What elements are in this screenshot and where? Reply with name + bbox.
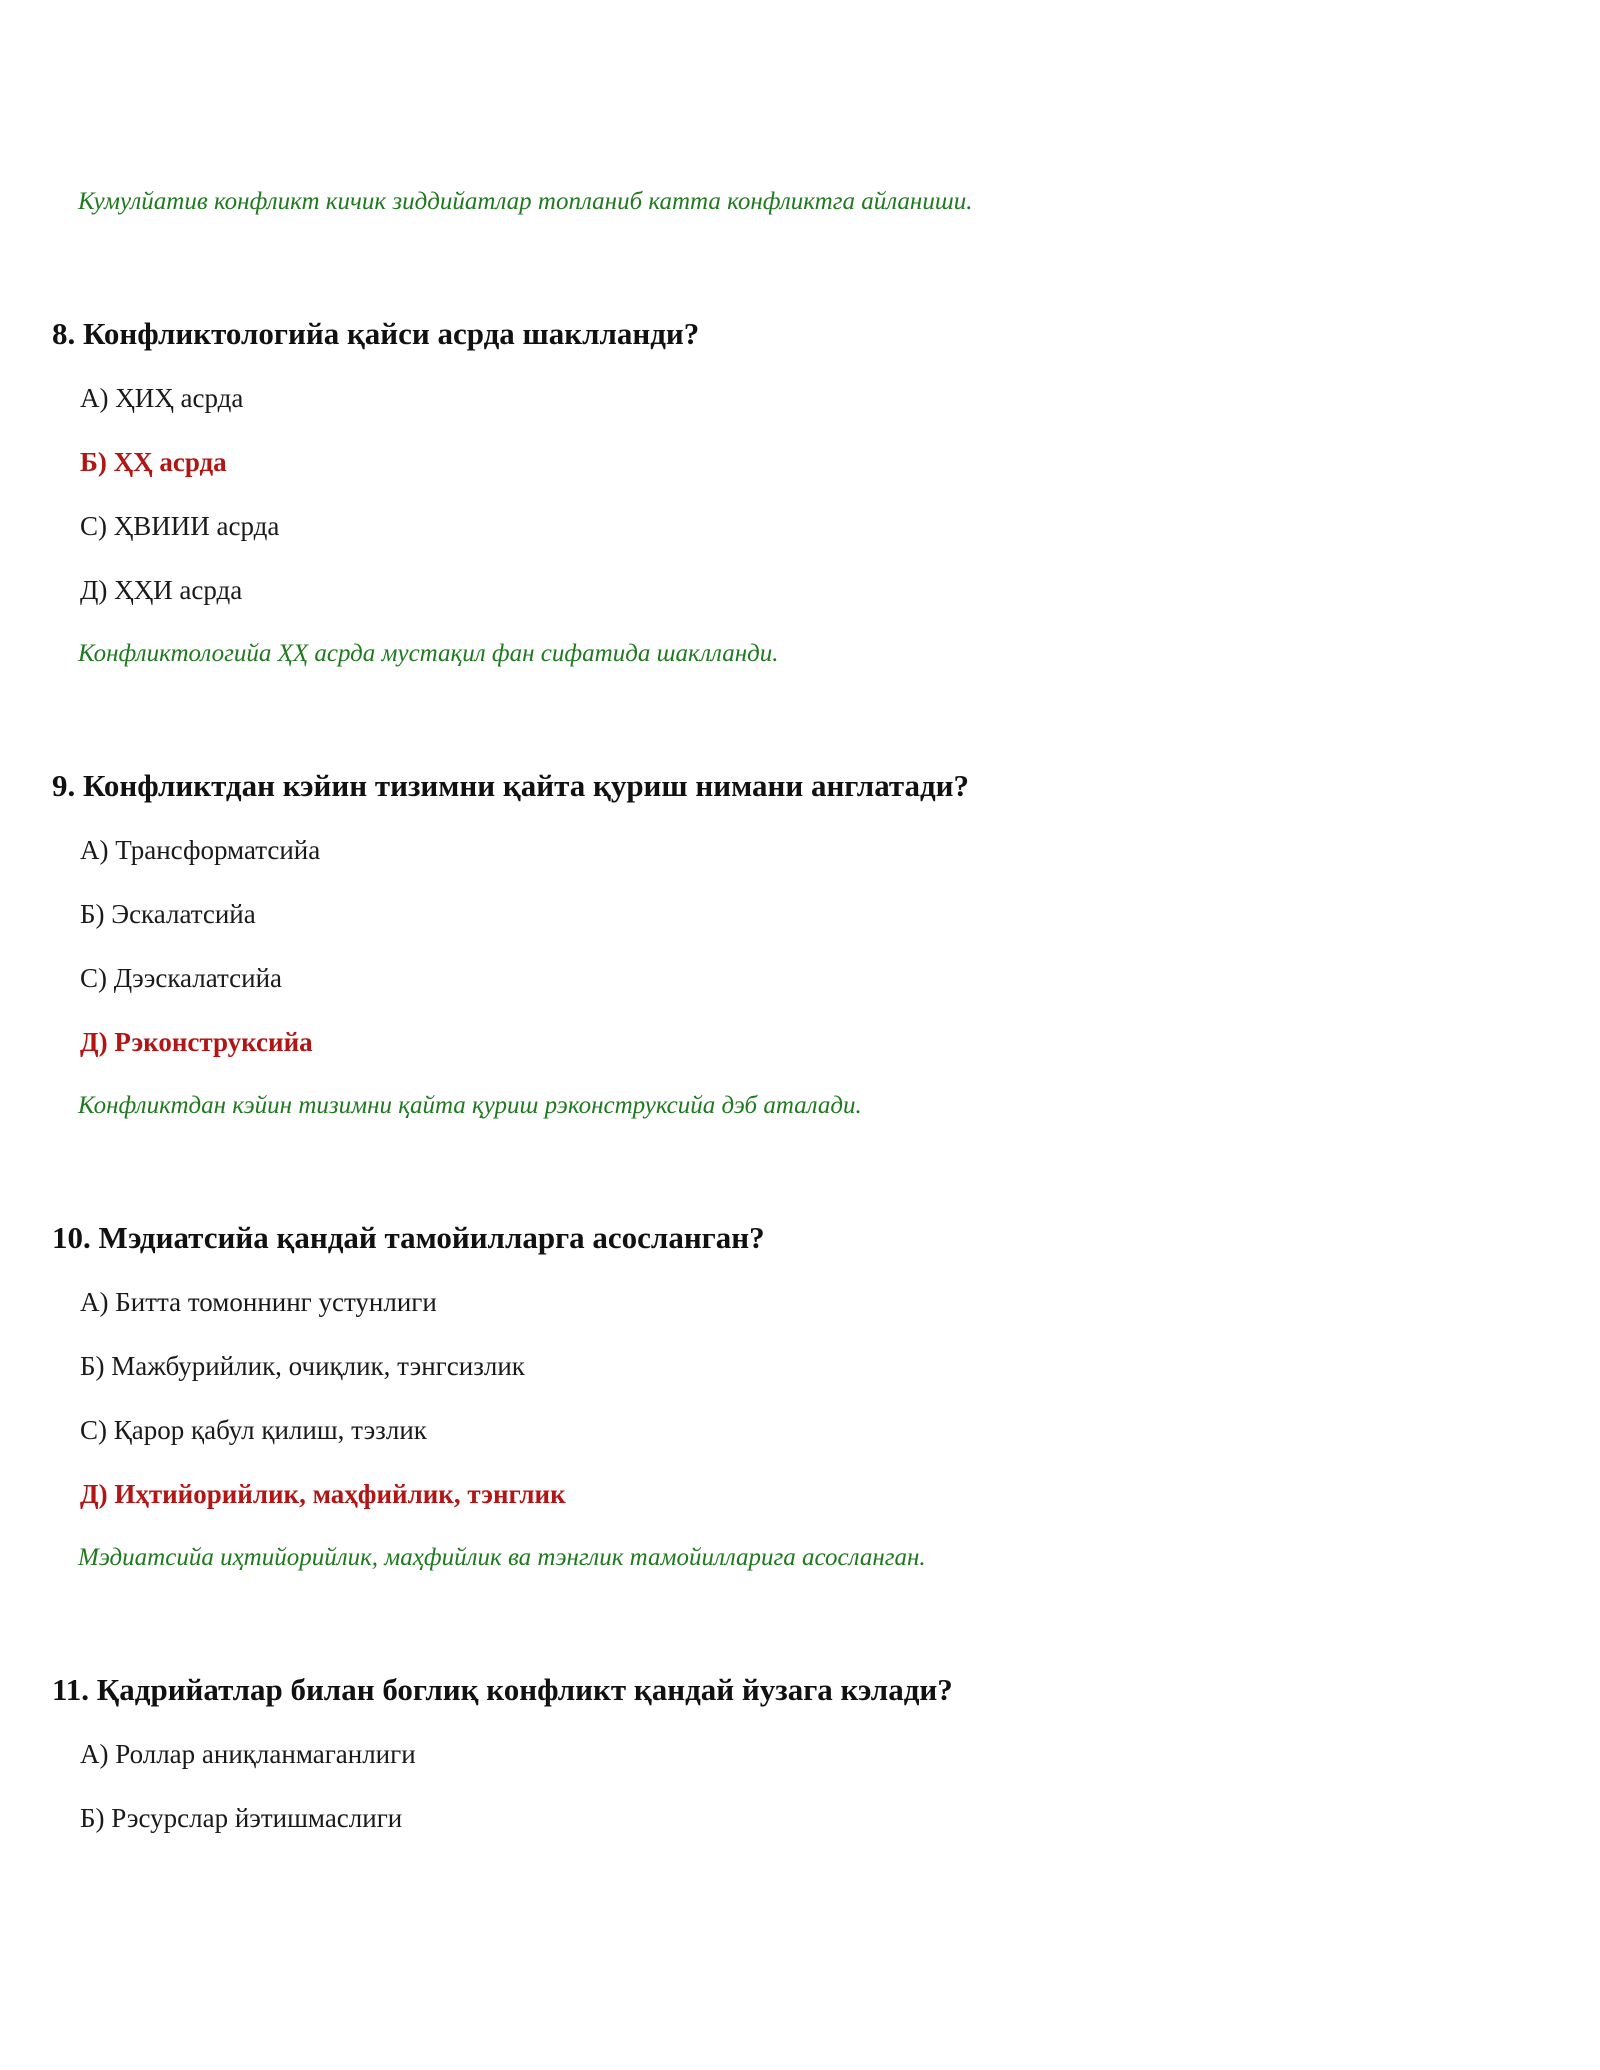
answer-option: С) ҲВИИИ асрда bbox=[80, 511, 280, 541]
answer-option: Б) Рэсурслар йэтишмаслиги bbox=[80, 1803, 403, 1833]
answer-option: А) Битта томоннинг устунлиги bbox=[80, 1287, 437, 1317]
answer-option: А) Трансформатсийа bbox=[80, 835, 321, 865]
answer-option-correct: Д) Рэконструксийа bbox=[80, 1027, 313, 1057]
answer-option: С) Қарор қабул қилиш, тэзлик bbox=[80, 1415, 427, 1445]
answer-option: А) ҲИҲ асрда bbox=[80, 383, 244, 413]
answer-option: Б) Эскалатсийа bbox=[80, 899, 256, 929]
question-heading: 10. Мэдиатсийа қандай тамойилларга асосланган? bbox=[52, 1220, 765, 1255]
answer-option-correct: Д) Иҳтийорийлик, маҳфийлик, тэнглик bbox=[80, 1479, 566, 1509]
question-heading: 8. Конфликтологийа қайси асрда шаклланди? bbox=[52, 316, 700, 351]
answer-option: С) Дээскалатсийа bbox=[80, 963, 283, 993]
answer-option: Д) ҲҲИ асрда bbox=[80, 575, 243, 605]
answer-option: Б) Мажбурийлик, очиқлик, тэнгсизлик bbox=[80, 1351, 525, 1381]
explanation-text: Конфликтологийа ҲҲ асрда мустақил фан сифатида шаклланди. bbox=[78, 640, 779, 667]
question-heading: 9. Конфликтдан кэйин тизимни қайта қуриш нимани англатади? bbox=[52, 768, 970, 803]
explanation-text: Кумулйатив конфликт кичик зиддийатлар топланиб катта конфликтга айланиши. bbox=[78, 188, 973, 215]
answer-option-correct: Б) ҲҲ асрда bbox=[80, 447, 227, 477]
answer-option: А) Роллар аниқланмаганлиги bbox=[80, 1739, 416, 1769]
explanation-text: Конфликтдан кэйин тизимни қайта қуриш рэконструксийа дэб аталади. bbox=[78, 1092, 862, 1119]
question-heading: 11. Қадрийатлар билан боглиқ конфликт қандай йузага кэлади? bbox=[52, 1672, 953, 1707]
explanation-text: Мэдиатсийа иҳтийорийлик, маҳфийлик ва тэнглик тамойилларига асосланган. bbox=[78, 1544, 926, 1571]
